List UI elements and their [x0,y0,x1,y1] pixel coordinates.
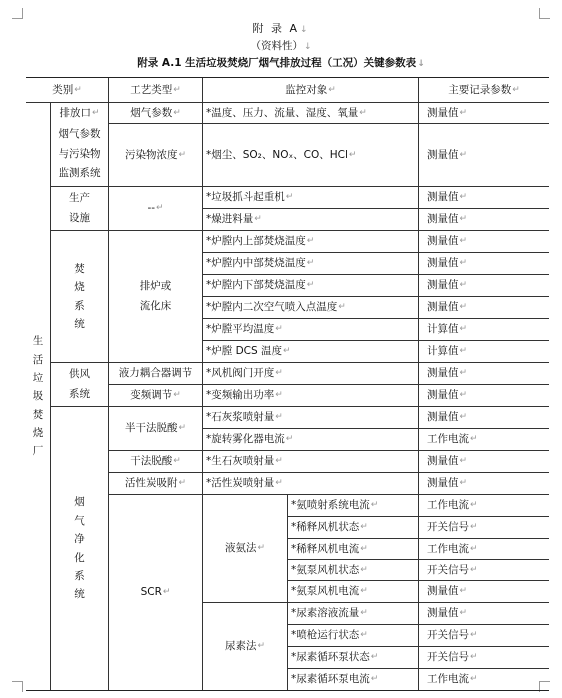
record-parameter: 工作电流 ↵ [418,668,549,690]
monitor-item: *生石灰喷射量 ↵ [202,450,418,472]
monitor-item: *旋转雾化器电流 ↵ [202,428,418,450]
record-parameter: 开关信号 ↵ [418,624,549,646]
col-header-process: 工艺类型 ↵ [108,78,202,102]
record-parameter: 工作电流 ↵ [418,428,549,450]
process-grate-or-fluidized-bed: 排炉或 流化床 [108,230,202,362]
monitor-item: *炉膛内下部焚烧温度 ↵ [202,274,418,296]
record-parameter: 测量值 ↵ [418,274,549,296]
monitor-item: *尿素循环泵状态 ↵ [287,646,418,668]
record-parameter: 测量值 ↵ [418,384,549,406]
monitor-item: *炉膛平均温度 ↵ [202,318,418,340]
subcategory-production-facility: 生产 设施 [50,186,108,230]
record-parameter: 测量值 ↵ [418,102,549,123]
monitor-item: *石灰浆喷射量 ↵ [202,406,418,428]
subcategory-air-supply: 供风 系统 [50,362,108,406]
process-pollutant-concentration: 污染物浓度 ↵ [108,123,202,186]
monitor-item: *尿素循环泵电流 ↵ [287,668,418,690]
monitor-item: *氨喷射系统电流 ↵ [287,494,418,516]
subcategory-flue-gas-purification: 烟 气 净 化 系 统 [50,406,108,690]
scr-method-urea: 尿素法 ↵ [202,602,287,690]
monitor-item: *垃圾抓斗起重机 ↵ [202,186,418,208]
page-corner-mark [12,8,23,19]
record-parameter: 测量值 ↵ [418,186,549,208]
record-parameter: 测量值 ↵ [418,472,549,494]
monitor-item: *氨泵风机电流 ↵ [287,580,418,602]
record-parameter: 开关信号 ↵ [418,559,549,580]
monitor-item: *炉膛内二次空气喷入点温度 ↵ [202,296,418,318]
appendix-heading: 附 录 A↓ [252,22,310,35]
record-parameter: 测量值 ↵ [418,296,549,318]
record-parameter: 测量值 ↵ [418,362,549,384]
monitor-item: *变频输出功率 ↵ [202,384,418,406]
record-parameter: 测量值 ↵ [418,208,549,230]
monitor-item: *炉膛内中部焚烧温度 ↵ [202,252,418,274]
subcategory-exhaust-outlet: 排放口 ↵ [50,102,108,123]
monitor-item: *燥进料量 ↵ [202,208,418,230]
subcategory-flue-monitoring: 烟气参数 与污染物 监测系统 [50,123,108,186]
page-corner-mark [539,8,550,19]
monitor-item: *风机阀门开度 ↵ [202,362,418,384]
appendix-note: （资料性）↓ [250,40,312,52]
process-dry-deacid: 干法脱酸 ↵ [108,450,202,472]
monitor-item: *炉膛 DCS 温度 ↵ [202,340,418,362]
monitor-item: *烟尘、SO₂、NOₓ、CO、HCl ↵ [202,123,418,186]
parameter-table [26,77,549,691]
record-parameter: 计算值 ↵ [418,318,549,340]
category-waste-incineration-plant: 生 活 垃 圾 焚 烧 厂 [26,102,50,690]
col-header-param: 主要记录参数 ↵ [418,78,549,102]
monitor-item: *炉膛内上部焚烧温度 ↵ [202,230,418,252]
record-parameter: 计算值 ↵ [418,340,549,362]
monitor-item: *活性炭喷射量 ↵ [202,472,418,494]
record-parameter: 测量值 ↵ [418,450,549,472]
record-parameter: 测量值 ↵ [418,580,549,602]
record-parameter: 开关信号 ↵ [418,646,549,668]
record-parameter: 测量值 ↵ [418,602,549,624]
record-parameter: 测量值 ↵ [418,123,549,186]
monitor-item: *喷枪运行状态 ↵ [287,624,418,646]
record-parameter: 工作电流 ↵ [418,538,549,559]
process-semidry-deacid: 半干法脱酸 ↵ [108,406,202,450]
process-fluid-coupler: 液力耦合器调节 [108,362,202,384]
process-flue-parameter: 烟气参数 ↵ [108,102,202,123]
monitor-item: *稀释风机状态 ↵ [287,516,418,538]
table-title: 附录 A.1 生活垃圾焚烧厂烟气排放过程（工况）关键参数表↓ [137,57,425,69]
monitor-item: *氨泵风机状态 ↵ [287,559,418,580]
monitor-item: *温度、压力、流量、湿度、氧量 ↵ [202,102,418,123]
record-parameter: 开关信号 ↵ [418,516,549,538]
page-corner-mark [12,681,23,692]
record-parameter: 工作电流 ↵ [418,494,549,516]
monitor-item: *稀释风机电流 ↵ [287,538,418,559]
monitor-item: *尿素溶液流量 ↵ [287,602,418,624]
subcategory-incineration-system: 焚 烧 系 统 [50,230,108,362]
process-scr: SCR ↵ [108,494,202,690]
scr-method-liquid-ammonia: 液氨法 ↵ [202,494,287,602]
record-parameter: 测量值 ↵ [418,406,549,428]
col-header-monitor: 监控对象 ↵ [202,78,418,102]
process-activated-carbon: 活性炭吸附 ↵ [108,472,202,494]
record-parameter: 测量值 ↵ [418,252,549,274]
col-header-category: 类别 ↵ [52,83,82,96]
record-parameter: 测量值 ↵ [418,230,549,252]
process-none: -- ↵ [108,186,202,230]
process-vfd: 变频调节 ↵ [108,384,202,406]
